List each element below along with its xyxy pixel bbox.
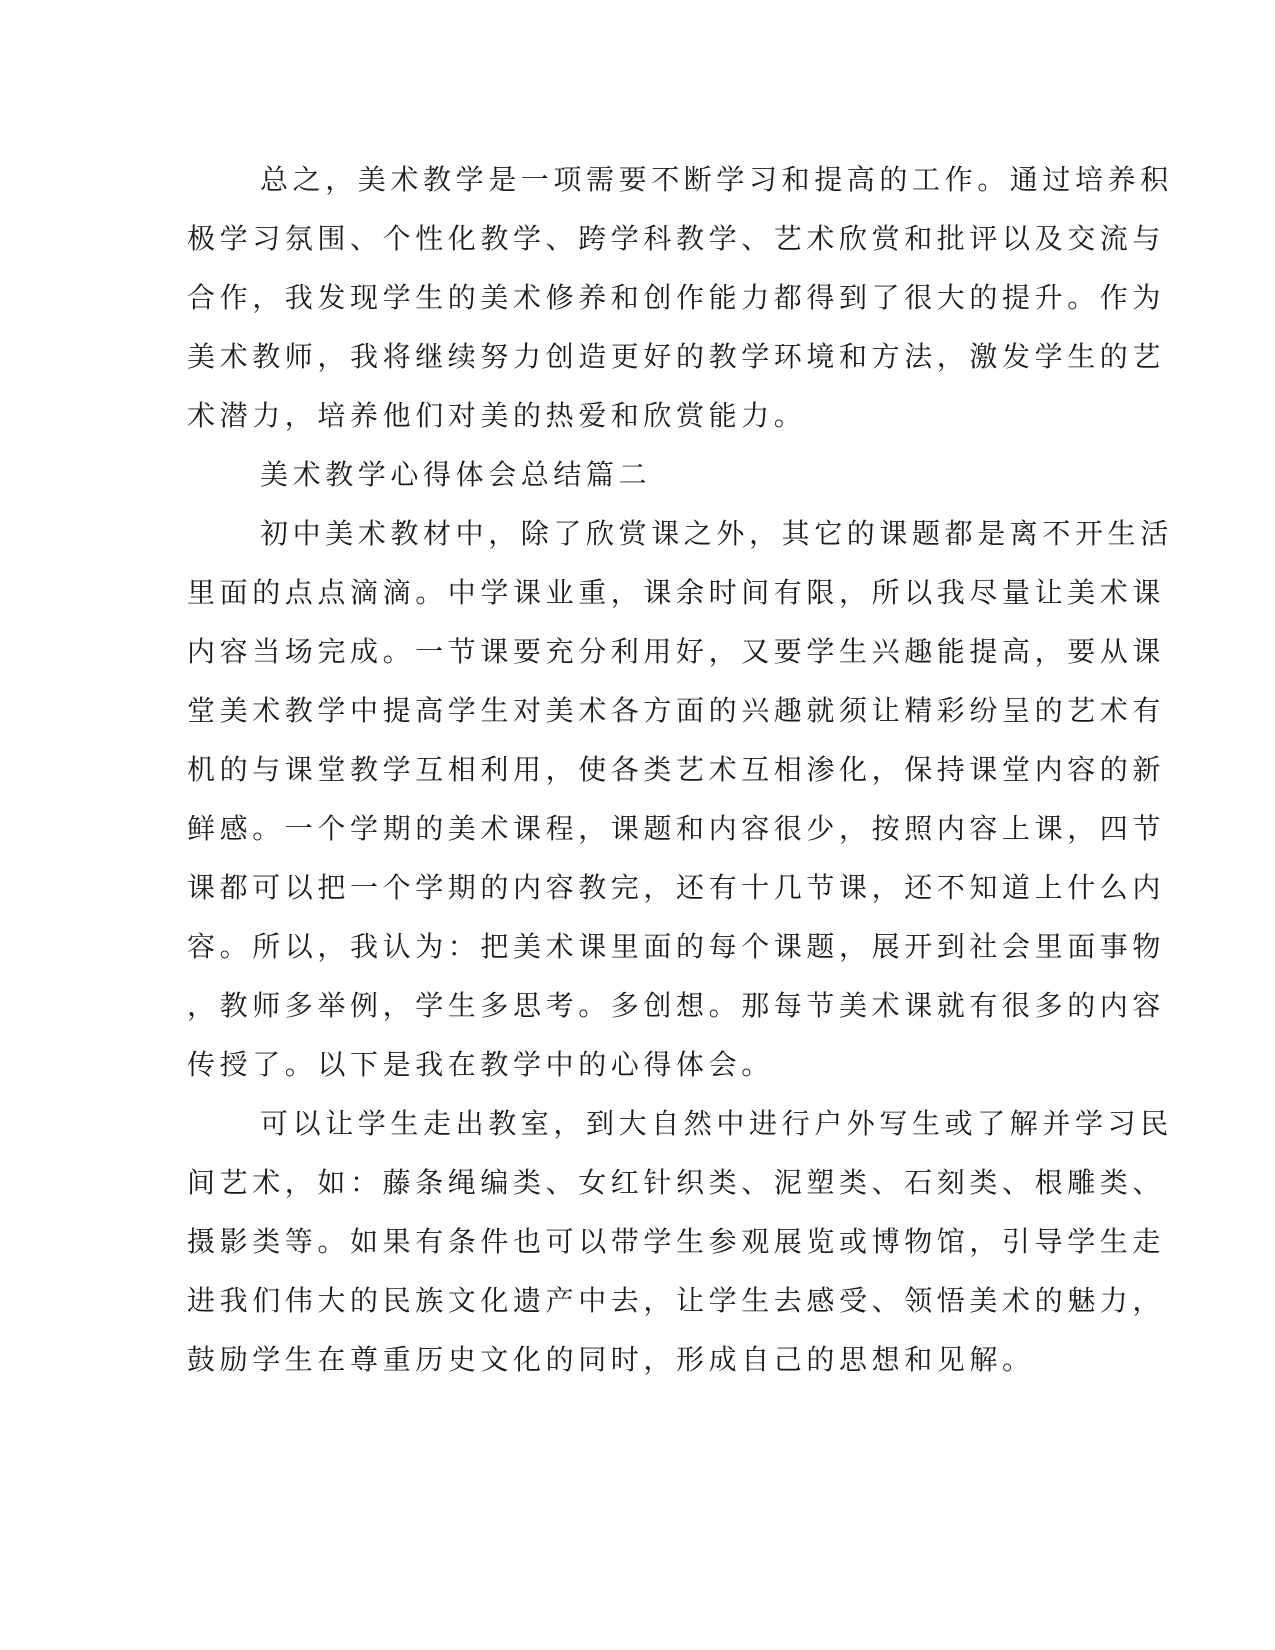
- paragraph-3-line-1: 可以让学生走出教室，到大自然中进行户外写生或了解并学习民: [260, 1107, 1173, 1140]
- paragraph-1-line-3: 合作，我发现学生的美术修养和创作能力都得到了很大的提升。作为: [187, 281, 1166, 314]
- section-heading: 美术教学心得体会总结篇二: [260, 458, 652, 491]
- paragraph-3-line-4: 进我们伟大的民族文化遗产中去，让学生去感受、领悟美术的魅力，: [187, 1284, 1166, 1317]
- paragraph-3-line-3: 摄影类等。如果有条件也可以带学生参观展览或博物馆，引导学生走: [187, 1225, 1166, 1258]
- paragraph-1-line-1: 总之，美术教学是一项需要不断学习和提高的工作。通过培养积: [260, 163, 1173, 196]
- paragraph-2-line-8: 容。所以，我认为：把美术课里面的每个课题，展开到社会里面事物: [187, 930, 1166, 963]
- paragraph-2-line-5: 机的与课堂教学互相利用，使各类艺术互相渗化，保持课堂内容的新: [187, 753, 1166, 786]
- paragraph-2-line-9: ，教师多举例，学生多思考。多创想。那每节美术课就有很多的内容: [187, 989, 1166, 1022]
- paragraph-2-line-1: 初中美术教材中，除了欣赏课之外，其它的课题都是离不开生活: [260, 517, 1173, 550]
- paragraph-1-line-2: 极学习氛围、个性化教学、跨学科教学、艺术欣赏和批评以及交流与: [187, 222, 1166, 255]
- paragraph-2-line-7: 课都可以把一个学期的内容教完，还有十几节课，还不知道上什么内: [187, 871, 1166, 904]
- paragraph-1-line-5: 术潜力，培养他们对美的热爱和欣赏能力。: [187, 399, 807, 432]
- paragraph-2-line-4: 堂美术教学中提高学生对美术各方面的兴趣就须让精彩纷呈的艺术有: [187, 694, 1166, 727]
- paragraph-2-line-2: 里面的点点滴滴。中学课业重，课余时间有限，所以我尽量让美术课: [187, 576, 1166, 609]
- paragraph-2-line-6: 鲜感。一个学期的美术课程，课题和内容很少，按照内容上课，四节: [187, 812, 1166, 845]
- paragraph-2-line-10: 传授了。以下是我在教学中的心得体会。: [187, 1048, 774, 1081]
- paragraph-2-line-3: 内容当场完成。一节课要充分利用好，又要学生兴趣能提高，要从课: [187, 635, 1166, 668]
- paragraph-3-line-2: 间艺术，如：藤条绳编类、女红针织类、泥塑类、石刻类、根雕类、: [187, 1166, 1166, 1199]
- paragraph-3-line-5: 鼓励学生在尊重历史文化的同时，形成自己的思想和见解。: [187, 1343, 1035, 1376]
- paragraph-1-line-4: 美术教师，我将继续努力创造更好的教学环境和方法，激发学生的艺: [187, 340, 1166, 373]
